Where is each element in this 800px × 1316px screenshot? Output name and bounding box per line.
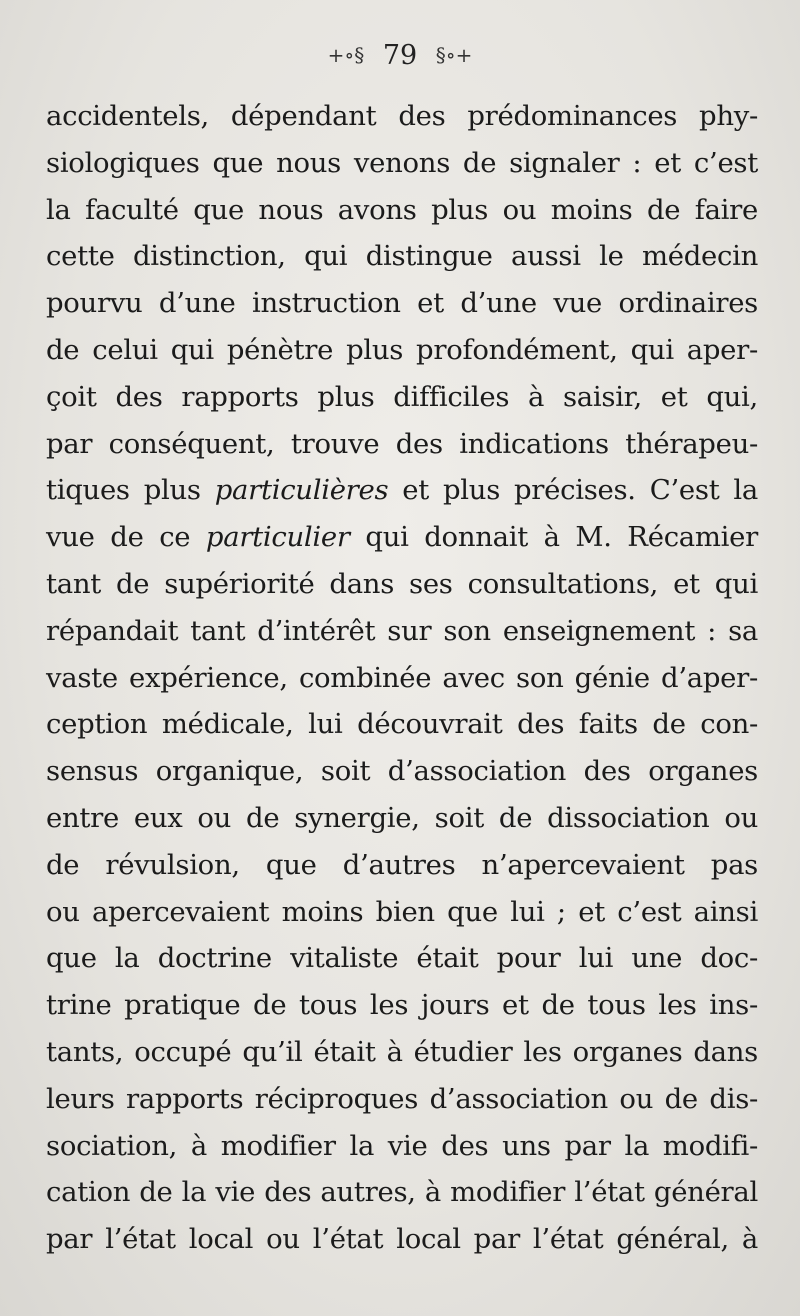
page-number: 79 [382,40,418,71]
text-line [46,701,758,748]
text-line [46,327,758,374]
text-line [46,140,758,187]
ornament-right-icon: §∘+ [435,43,473,67]
text-segment: vue de ce [46,521,206,554]
text-line [46,374,758,421]
text-segment: de celui qui pénètre plus profondément, qui aper- [46,333,758,366]
text-segment: la faculté que nous avons plus ou moins de faire [46,193,758,226]
text-segment: tant de supériorité dans ses consultations, et qui [46,567,758,600]
text-line [46,655,758,702]
text-line [46,982,758,1029]
text-segment: et plus précises. C’est la [388,474,759,507]
text-line [46,608,758,655]
text-line [46,795,758,842]
text-segment: que la doctrine vitaliste était pour lui une doc- [46,942,758,975]
text-line [46,561,758,608]
text-segment: tants, occupé qu’il était à étudier les organes dans [46,1035,758,1068]
text-segment: par l’état local ou l’état local par l’état général, à [46,1223,758,1256]
text-line [46,842,758,889]
text-segment: cette distinction, qui distingue aussi le médecin [46,240,758,273]
text-segment: trine pratique de tous les jours et de tous les ins- [46,989,758,1022]
text-line [46,935,758,982]
text-segment: de révulsion, que d’autres n’apercevaient pas [46,848,758,881]
text-line [46,187,758,234]
text-line [46,1123,758,1170]
text-line [46,889,758,936]
text-segment: accidentels, dépendant des prédominances phy- [46,100,758,132]
text-segment: entre eux ou de synergie, soit de dissociation ou [46,801,758,834]
text-segment: çoit des rapports plus difficiles à saisir, et qui, [46,380,758,413]
italic-term: particulières [214,474,389,507]
text-segment: siologiques que nous venons de signaler : et c’est [46,146,758,179]
text-line [46,233,758,280]
text-segment: par conséquent, trouve des indications thérapeu- [46,427,758,460]
text-segment: leurs rapports réciproques d’association ou de dis- [46,1082,758,1115]
text-line [46,1216,758,1263]
text-line [46,1169,758,1216]
text-line [46,748,758,795]
text-line [46,467,758,514]
text-segment: vaste expérience, combinée avec son génie d’aper- [46,661,758,694]
text-line [46,421,758,468]
text-segment: qui donnait à M. Récamier [349,521,758,554]
text-segment: ou apercevaient moins bien que lui ; et c’est ainsi [46,895,758,928]
text-line [46,93,758,140]
text-segment: tiques plus [46,474,215,507]
text-segment: cation de la vie des autres, à modifier l’état général [46,1176,758,1209]
text-line [46,514,758,561]
text-segment: répandait tant d’intérêt sur son enseignement : sa [46,614,758,647]
body-text [46,93,758,1263]
text-segment: sensus organique, soit d’association des organes [46,755,758,788]
text-line [46,280,758,327]
italic-term: particulier [205,521,350,554]
ornament-left-icon: +∘§ [327,43,365,67]
text-segment: pourvu d’une instruction et d’une vue ordinaires [46,287,758,320]
text-line [46,1029,758,1076]
running-header [0,38,800,73]
text-line [46,1076,758,1123]
text-segment: sociation, à modifier la vie des uns par la modifi- [46,1129,758,1162]
text-segment: ception médicale, lui découvrait des faits de con- [46,708,758,741]
